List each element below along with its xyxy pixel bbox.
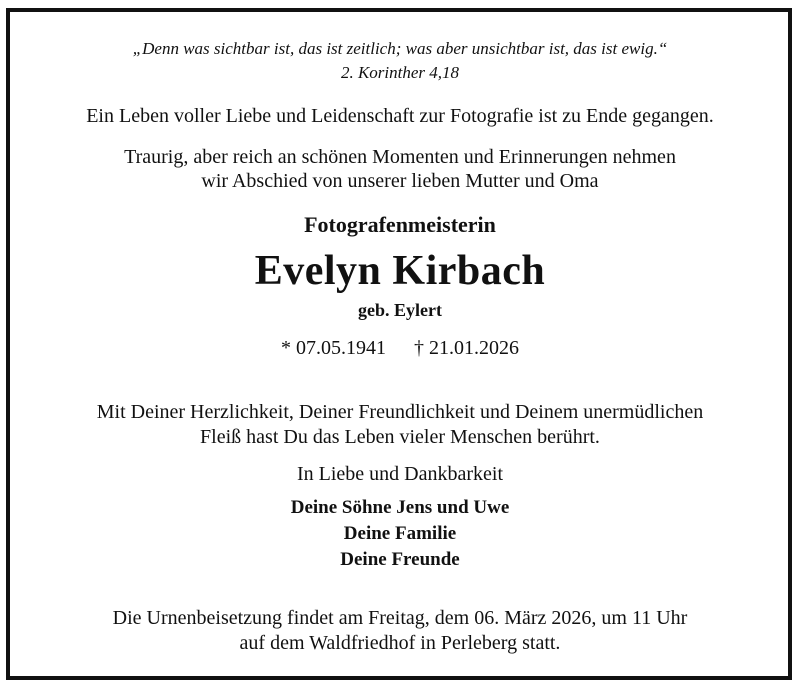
farewell-line-2: wir Abschied von unserer lieben Mutter und Oma: [201, 170, 599, 192]
mourner-friends: Deine Freunde: [340, 549, 460, 570]
burial-line-2: auf dem Waldfriedhof in Perleberg statt.: [239, 632, 561, 654]
intro-text: Ein Leben voller Liebe und Leidenschaft zur Fotografie ist zu Ende gegangen.: [86, 105, 714, 127]
tribute-line-2: Fleiß hast Du das Leben vieler Menschen berührt.: [200, 426, 600, 448]
deceased-name: Evelyn Kirbach: [254, 248, 546, 294]
life-dates: [0, 338, 800, 358]
tribute-line-1: Mit Deiner Herzlichkeit, Deiner Freundlichkeit und Deinem unermüdlichen: [96, 401, 704, 423]
profession-title: Fotografenmeisterin: [304, 212, 496, 237]
bible-quote: „Denn was sichtbar ist, das ist zeitlich; was aber unsichtbar ist, das ist ewig.“: [132, 39, 668, 58]
death-date: † 21.01.2026: [414, 337, 519, 359]
mourner-family: Deine Familie: [343, 523, 457, 544]
farewell-line-1: Traurig, aber reich an schönen Momenten und Erinnerungen nehmen: [124, 146, 676, 168]
bible-reference: 2. Korinther 4,18: [340, 63, 460, 82]
maiden-name: geb. Eylert: [358, 300, 442, 320]
burial-line-1: Die Urnenbeisetzung findet am Freitag, dem 06. März 2026, um 11 Uhr: [112, 607, 688, 629]
mourner-sons: Deine Söhne Jens und Uwe: [290, 497, 510, 518]
birth-date: * 07.05.1941: [281, 337, 386, 359]
closing-phrase: In Liebe und Dankbarkeit: [296, 463, 504, 485]
